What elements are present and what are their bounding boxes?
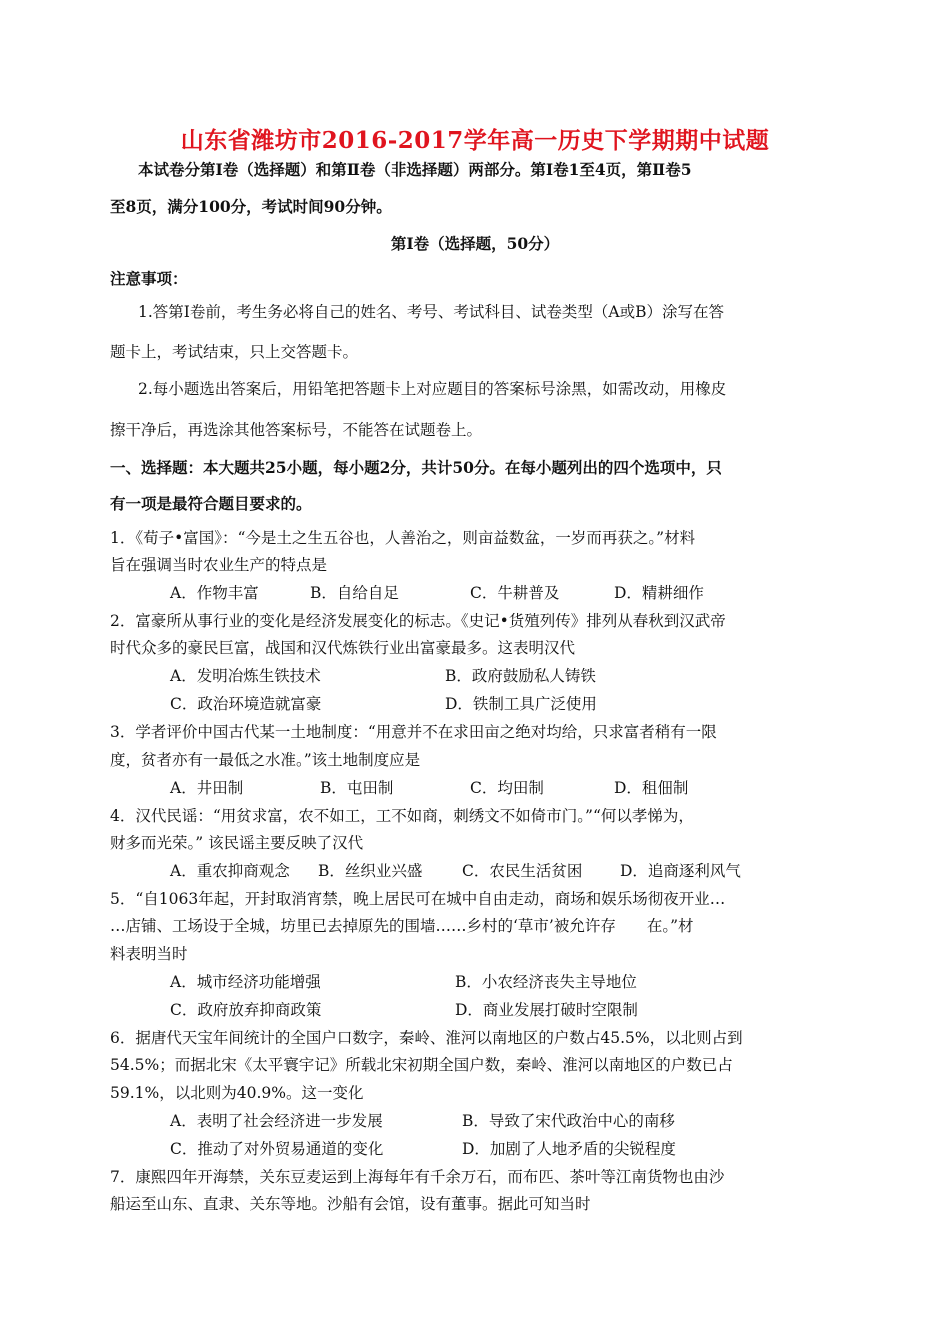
question-6-option-b: B．导致了宋代政治中心的南移 xyxy=(462,1112,675,1130)
question-2-line-2: 时代众多的豪民巨富，战国和汉代炼铁行业出富豪最多。这表明汉代 xyxy=(110,639,576,657)
question-3-option-b: B．屯田制 xyxy=(320,779,394,797)
question-2-option-b: B．政府鼓励私人铸铁 xyxy=(445,667,596,685)
question-1-line-1: 1．《荀子•富国》：“今是土之生五谷也，人善治之，则亩益数盆，一岁而再获之。”材料 xyxy=(110,529,696,547)
question-3-line-2: 度，贫者亦有一最低之水准。”该土地制度应是 xyxy=(110,751,421,769)
question-1-option-a: A．作物丰富 xyxy=(170,584,259,602)
question-3-option-c: C．均田制 xyxy=(470,779,544,797)
note-1-line-1: 1.答第Ⅰ卷前，考生务必将自己的姓名、考号、考试科目、试卷类型（A或B）涂写在答 xyxy=(138,303,724,321)
question-5-line-3: 料表明当时 xyxy=(110,945,188,963)
question-6-option-a: A．表明了社会经济进一步发展 xyxy=(170,1112,383,1130)
question-1-line-2: 旨在强调当时农业生产的特点是 xyxy=(110,556,328,574)
notes-heading: 注意事项： xyxy=(110,269,188,288)
question-2-option-d: D．铁制工具广泛使用 xyxy=(445,695,597,713)
question-5-line-2: …店铺、工场设于全城，坊里已去掉原先的围墙……乡村的‘草市’被允许存 在。”材 xyxy=(110,917,694,935)
question-4-line-1: 4．汉代民谣：“用贫求富，农不如工，工不如商，刺绣文不如倚市门。”“何以孝悌为， xyxy=(110,807,694,825)
part-heading: 第Ⅰ卷（选择题，50分） xyxy=(390,234,560,253)
section-1-line-2: 有一项是最符合题目要求的。 xyxy=(110,494,312,513)
intro-line-1: 本试卷分第Ⅰ卷（选择题）和第Ⅱ卷（非选择题）两部分。第Ⅰ卷1至4页，第Ⅱ卷5 xyxy=(138,160,692,179)
note-2-line-1: 2.每小题选出答案后，用铅笔把答题卡上对应题目的答案标号涂黑，如需改动，用橡皮 xyxy=(138,380,727,398)
question-4-option-a: A．重农抑商观念 xyxy=(170,862,290,880)
question-1-option-b: B．自给自足 xyxy=(310,584,399,602)
question-1-option-c: C．牛耕普及 xyxy=(470,584,560,602)
question-3-option-a: A．井田制 xyxy=(170,779,244,797)
question-4-option-d: D．追商逐利风气 xyxy=(620,862,741,880)
question-7-line-1: 7．康熙四年开海禁，关东豆麦运到上海每年有千余万石，而布匹、茶叶等江南货物也由沙 xyxy=(110,1168,725,1186)
question-2-line-1: 2．富豪所从事行业的变化是经济发展变化的标志。《史记•货殖列传》排列从春秋到汉武帝 xyxy=(110,612,726,630)
question-3-option-d: D．租佃制 xyxy=(614,779,689,797)
page-title: 山东省潍坊市2016-2017学年高一历史下学期期中试题 xyxy=(180,127,770,154)
question-6-line-2: 54.5%；而据北宋《太平寰宇记》所载北宋初期全国户数，秦岭、淮河以南地区的户数已占 xyxy=(110,1056,733,1074)
question-6-line-1: 6．据唐代天宝年间统计的全国户口数字，秦岭、淮河以南地区的户数占45.5%，以北则占到 xyxy=(110,1029,743,1047)
question-5-option-a: A．城市经济功能增强 xyxy=(170,973,321,991)
question-5-line-1: 5．“自1063年起，开封取消宵禁，晚上居民可在城中自由走动，商场和娱乐场彻夜开业… xyxy=(110,890,726,908)
question-4-line-2: 财多而光荣。” 该民谣主要反映了汉代 xyxy=(110,834,364,852)
question-1-option-d: D．精耕细作 xyxy=(614,584,704,602)
question-5-option-b: B．小农经济丧失主导地位 xyxy=(455,973,637,991)
note-2-line-2: 擦干净后，再选涂其他答案标号，不能答在试题卷上。 xyxy=(110,421,483,439)
question-3-line-1: 3．学者评价中国古代某一土地制度：“用意并不在求田亩之绝对均给，只求富者稍有一限 xyxy=(110,723,717,741)
question-4-option-b: B．丝织业兴盛 xyxy=(318,862,423,880)
question-5-option-c: C．政府放弃抑商政策 xyxy=(170,1001,322,1019)
question-5-option-d: D．商业发展打破时空限制 xyxy=(455,1001,638,1019)
section-1-line-1: 一、选择题：本大题共25小题，每小题2分，共计50分。在每小题列出的四个选项中，只 xyxy=(110,458,722,477)
question-7-line-2: 船运至山东、直隶、关东等地。沙船有会馆，设有董事。据此可知当时 xyxy=(110,1195,591,1213)
question-2-option-c: C．政治环境造就富豪 xyxy=(170,695,322,713)
note-1-line-2: 题卡上，考试结束，只上交答题卡。 xyxy=(110,343,359,361)
question-4-option-c: C．农民生活贫困 xyxy=(462,862,583,880)
intro-line-2: 至8页，满分100分，考试时间90分钟。 xyxy=(110,197,392,216)
question-6-line-3: 59.1%，以北则为40.9%。这一变化 xyxy=(110,1084,364,1102)
question-2-option-a: A．发明冶炼生铁技术 xyxy=(170,667,321,685)
question-6-option-c: C．推动了对外贸易通道的变化 xyxy=(170,1140,384,1158)
question-6-option-d: D．加剧了人地矛盾的尖锐程度 xyxy=(462,1140,676,1158)
